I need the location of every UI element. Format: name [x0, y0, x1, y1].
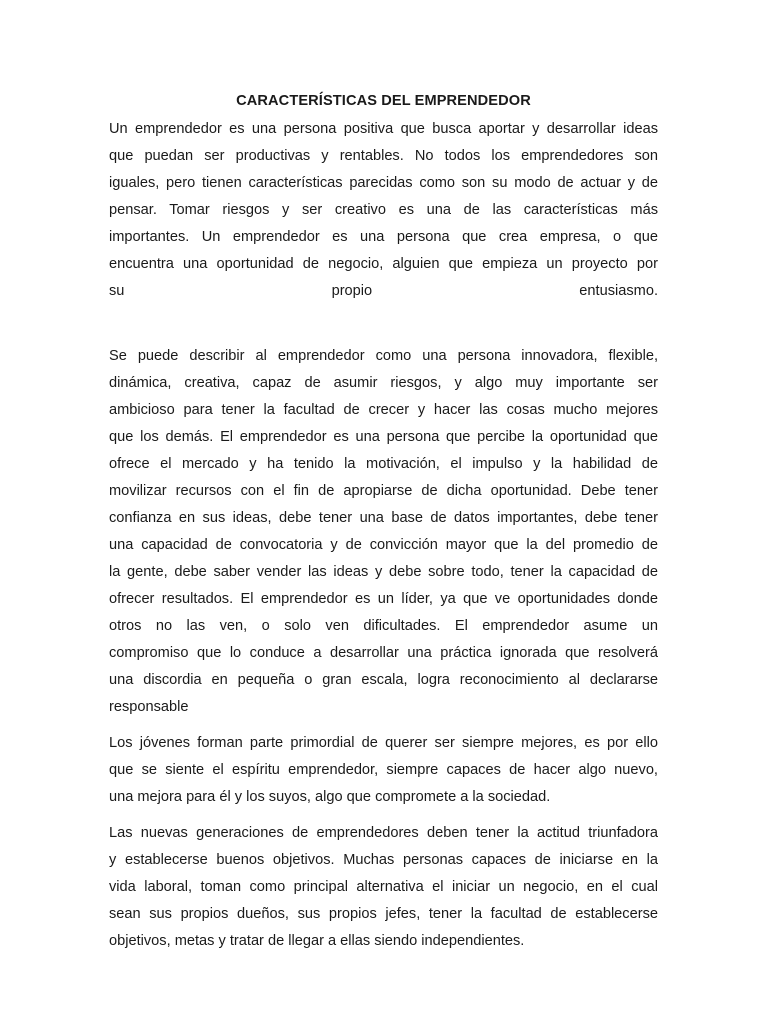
document-title: CARACTERÍSTICAS DEL EMPRENDEDOR — [236, 93, 531, 109]
paragraph-1 — [109, 116, 658, 305]
paragraph-line: importantes. Un emprendedor es una persona que crea empresa, o que — [109, 229, 658, 245]
paragraph-line: objetivos, metas y tratar de llegar a ellas siendo independientes. — [109, 933, 525, 949]
paragraph-line: responsable — [109, 699, 189, 715]
paragraph-line: compromiso que lo conduce a desarrollar una práctica ignorada que resolverá — [109, 645, 658, 661]
paragraph-line: dinámica, creativa, capaz de asumir riesgos, y algo muy importante ser — [109, 375, 658, 391]
paragraph-3 — [109, 730, 658, 811]
paragraph-line: Las nuevas generaciones de emprendedores deben tener la actitud triunfadora — [109, 825, 658, 841]
paragraph-line: iguales, pero tienen características parecidas como son su modo de actuar y de — [109, 175, 658, 191]
paragraph-line: vida laboral, toman como principal alternativa el iniciar un negocio, en el cual — [109, 879, 658, 895]
paragraph-spacer — [109, 305, 658, 343]
paragraph-line: y establecerse buenos objetivos. Muchas personas capaces de iniciarse en la — [109, 852, 658, 868]
paragraph-line: otros no las ven, o solo ven dificultades. El emprendedor asume un — [109, 618, 658, 634]
paragraph-line: que se siente el espíritu emprendedor, siempre capaces de hacer algo nuevo, — [109, 762, 658, 778]
paragraph-line: la gente, debe saber vender las ideas y debe sobre todo, tener la capacidad de — [109, 564, 658, 580]
paragraph-line: pensar. Tomar riesgos y ser creativo es una de las características más — [109, 202, 658, 218]
paragraph-4 — [109, 820, 658, 955]
paragraph-line: una capacidad de convocatoria y de convicción mayor que la del promedio de — [109, 537, 658, 553]
paragraph-line: una mejora para él y los suyos, algo que compromete a la sociedad. — [109, 789, 551, 805]
paragraph-line: su propio entusiasmo. — [109, 283, 658, 299]
paragraph-line: confianza en sus ideas, debe tener una base de datos importantes, debe tener — [109, 510, 658, 526]
paragraph-line: Los jóvenes forman parte primordial de querer ser siempre mejores, es por ello — [109, 735, 658, 751]
paragraph-spacer — [109, 811, 658, 820]
paragraph-line: una discordia en pequeña o gran escala, logra reconocimiento al declararse — [109, 672, 658, 688]
paragraph-line: que los demás. El emprendedor es una persona que percibe la oportunidad que — [109, 429, 658, 445]
paragraph-line: encuentra una oportunidad de negocio, alguien que empieza un proyecto por — [109, 256, 658, 272]
paragraph-line: Se puede describir al emprendedor como una persona innovadora, flexible, — [109, 348, 658, 364]
paragraph-line: ambicioso para tener la facultad de crecer y hacer las cosas mucho mejores — [109, 402, 658, 418]
paragraph-line: sean sus propios dueños, sus propios jefes, tener la facultad de establecerse — [109, 906, 658, 922]
paragraph-line: Un emprendedor es una persona positiva que busca aportar y desarrollar ideas — [109, 121, 658, 137]
paragraph-spacer — [109, 721, 658, 730]
paragraph-line: ofrece el mercado y ha tenido la motivación, el impulso y la habilidad de — [109, 456, 658, 472]
document-page — [109, 92, 658, 955]
paragraph-line: movilizar recursos con el fin de apropiarse de dicha oportunidad. Debe tener — [109, 483, 658, 499]
paragraph-line: ofrecer resultados. El emprendedor es un líder, ya que ve oportunidades donde — [109, 591, 658, 607]
paragraph-2 — [109, 343, 658, 721]
paragraph-line: que puedan ser productivas y rentables. No todos los emprendedores son — [109, 148, 658, 164]
